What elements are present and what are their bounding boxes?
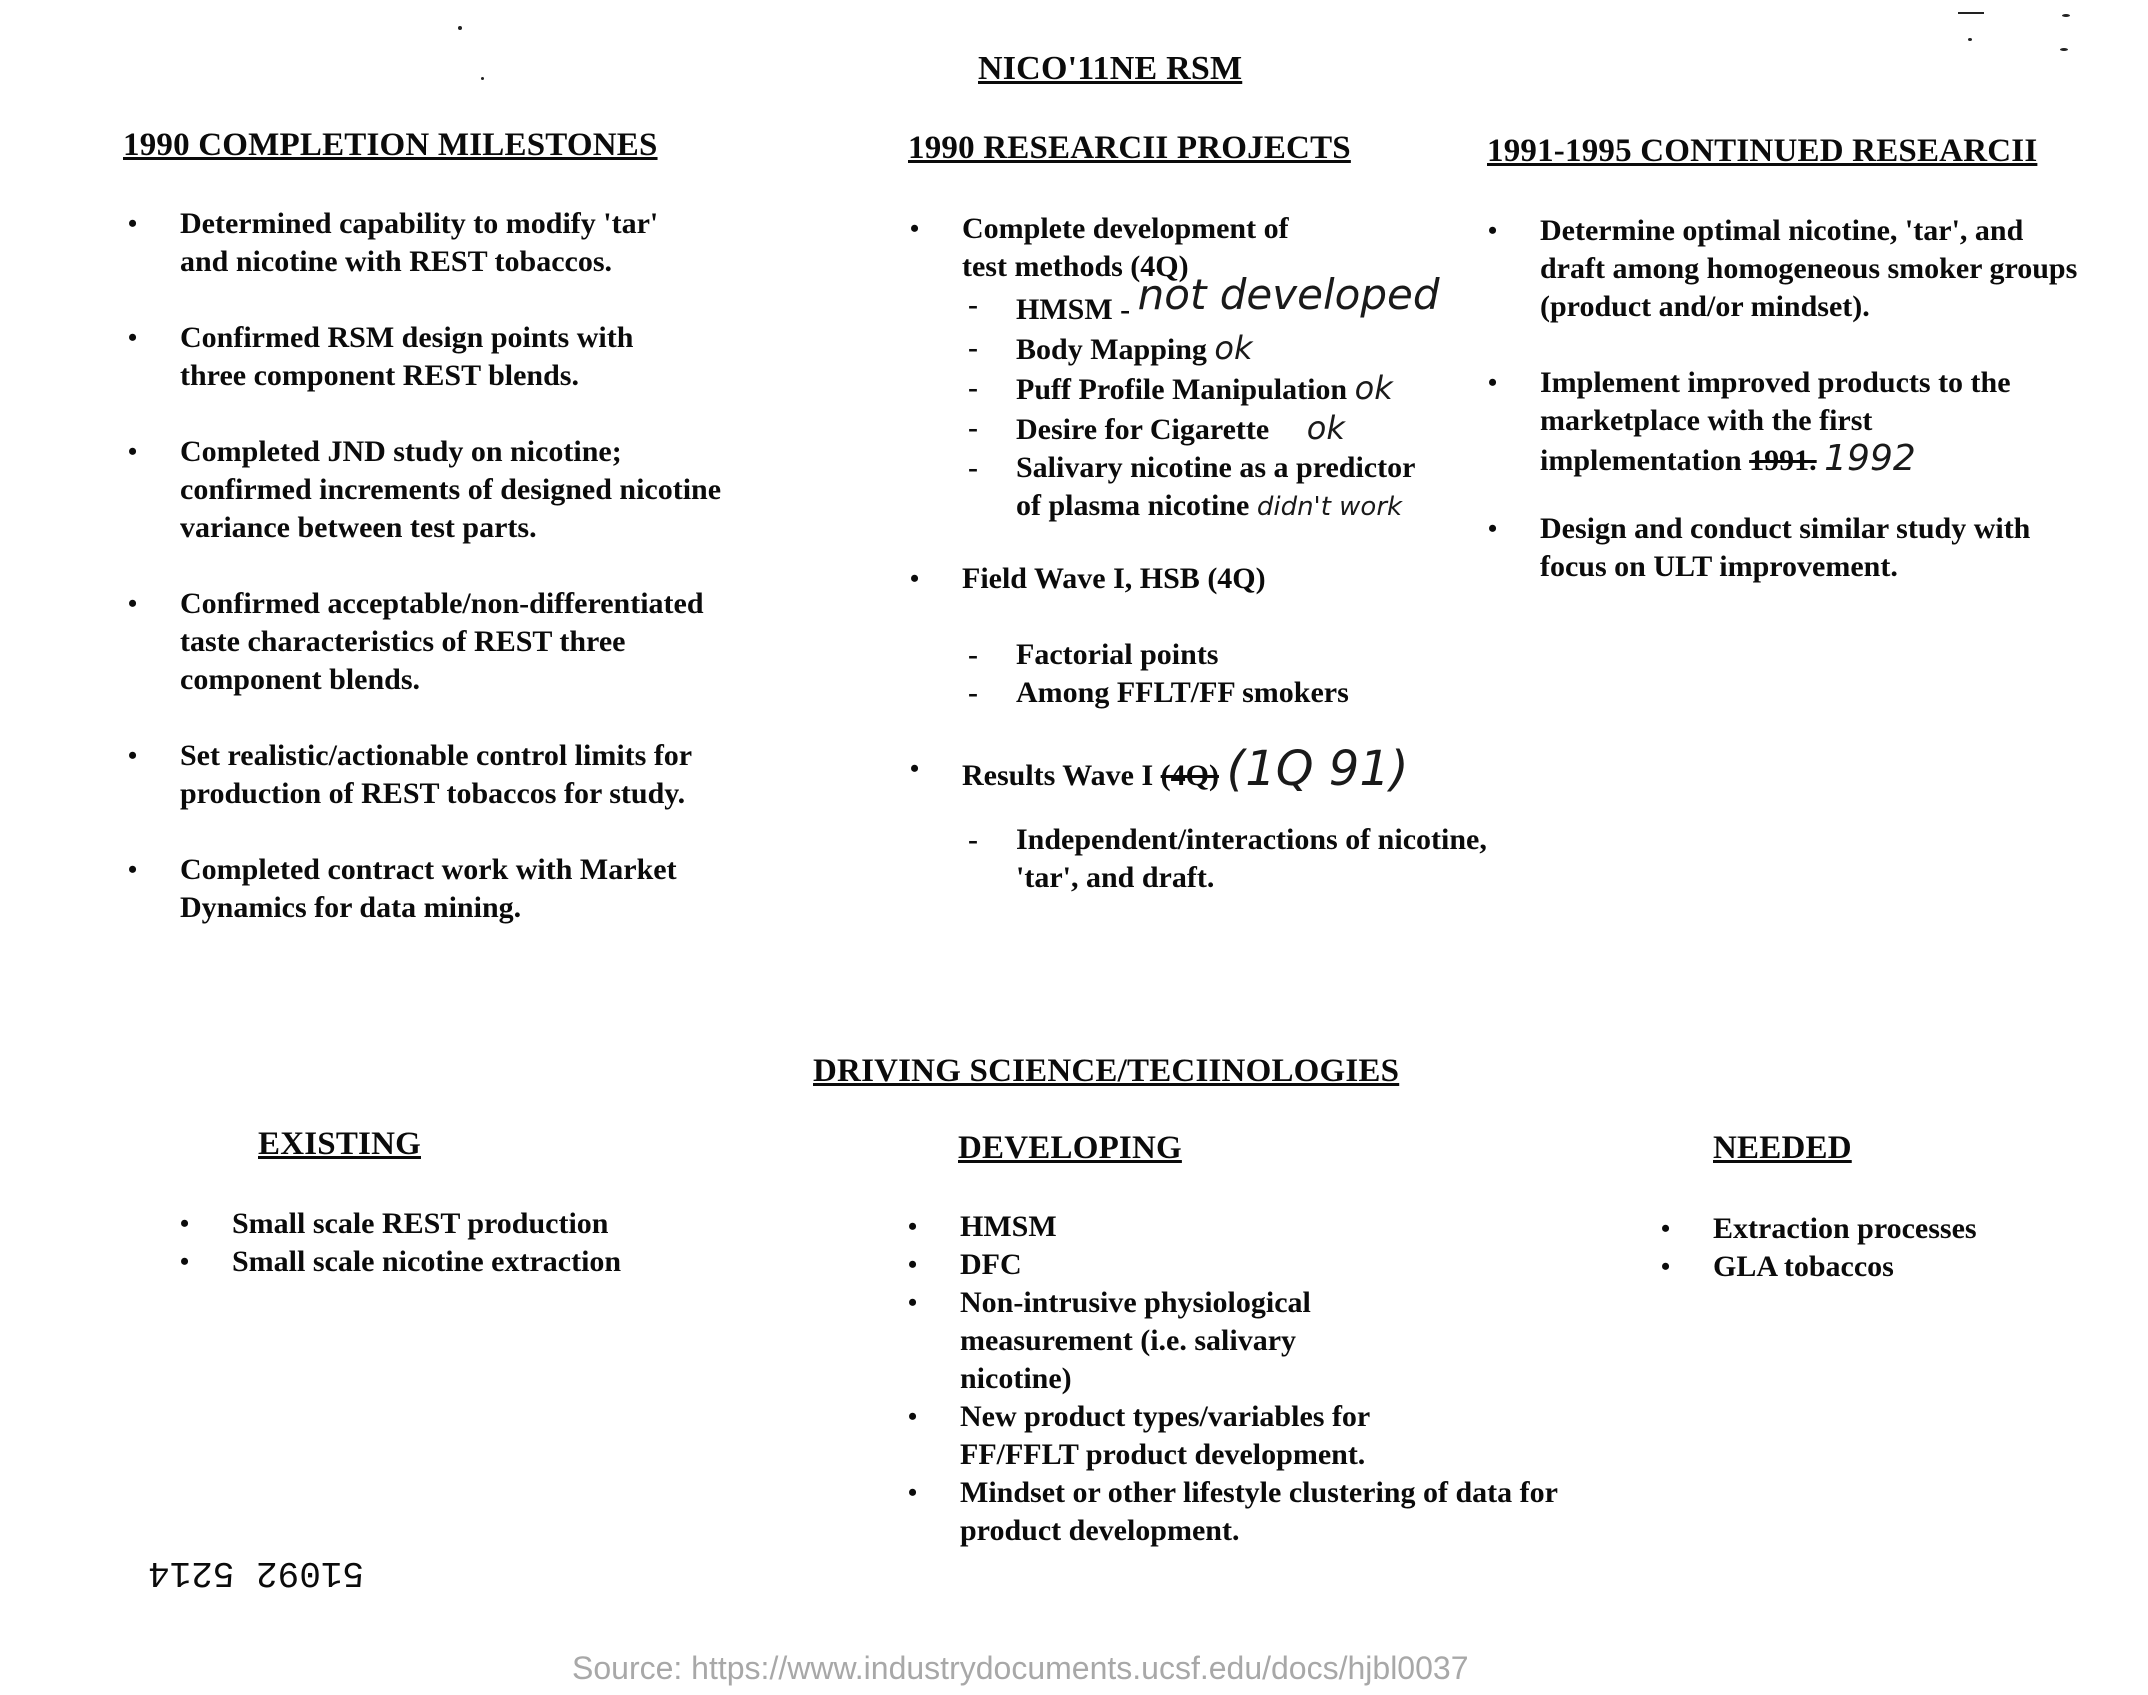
research-sublist-1	[1016, 270, 1562, 526]
handwritten-note: ok	[1306, 409, 1345, 447]
sublist-text: Body Mapping	[1016, 333, 1207, 366]
milestones-heading: 1990 COMPLETION MILESTONES	[123, 127, 658, 163]
continued-item-text: Implement improved products to the marketplace with the first implementation	[1540, 366, 2011, 477]
list-item: • Completed contract work with Market Dynamics for data mining.	[180, 851, 740, 927]
sublist-item	[1016, 270, 1562, 329]
milestones-list	[180, 205, 780, 927]
list-item: • DFC	[960, 1246, 1600, 1284]
sublist-text: Desire for Cigarette	[1016, 413, 1270, 446]
needed-heading: NEEDED	[1713, 1130, 1852, 1166]
continued-list	[1540, 212, 2080, 586]
list-item: • Completed JND study on nicotine; confirmed increments of designed nicotine variance between test parts.	[180, 433, 740, 547]
struck-text: 1991.	[1749, 444, 1817, 477]
list-item	[962, 741, 1562, 897]
list-item: • Confirmed acceptable/non-differentiated taste characteristics of REST three component blends.	[180, 585, 760, 699]
existing-list	[232, 1205, 752, 1281]
list-item: • Small scale nicotine extraction	[232, 1243, 752, 1281]
sublist-text: Puff Profile Manipulation	[1016, 373, 1348, 406]
list-item: • Design and conduct similar study with focus on ULT improvement.	[1540, 510, 2080, 586]
research-item-3-text: Results Wave I	[962, 759, 1154, 792]
list-item	[962, 560, 1562, 712]
struck-text: (4Q)	[1160, 759, 1219, 792]
list-item: • HMSM	[960, 1208, 1600, 1246]
developing-heading: DEVELOPING	[958, 1130, 1182, 1166]
list-item: • Set realistic/actionable control limits for production of REST tobaccos for study.	[180, 737, 720, 813]
research-item-3	[962, 741, 1562, 797]
research-sublist-2	[1016, 636, 1562, 712]
research-heading: 1990 RESEARCII PROJECTS	[908, 130, 1351, 166]
existing-heading: EXISTING	[258, 1126, 421, 1162]
list-item: • GLA tobaccos	[1713, 1248, 2113, 1286]
list-item	[962, 210, 1562, 526]
needed-list	[1713, 1210, 2113, 1286]
handwritten-note: didn't work	[1256, 492, 1403, 522]
research-list	[962, 210, 1562, 897]
list-item: • Extraction processes	[1713, 1210, 2113, 1248]
list-item: • Mindset or other lifestyle clustering of data for product development.	[960, 1474, 1580, 1550]
page-title: NICO'11NE RSM	[978, 50, 1243, 87]
sublist-text: HMSM -	[1016, 293, 1131, 326]
list-item: • New product types/variables for FF/FFLT product development.	[960, 1398, 1460, 1474]
research-sublist-3	[1016, 821, 1536, 897]
handwritten-note: not developed	[1137, 270, 1440, 319]
research-item-2: • Field Wave I, HSB (4Q)	[962, 562, 1266, 595]
list-item: • Confirmed RSM design points with three component REST blends.	[180, 319, 700, 395]
source-url: Source: https://www.industrydocuments.ucsf.edu/docs/hjbl0037	[572, 1650, 1469, 1686]
sublist-item	[1016, 329, 1562, 369]
sublist-item	[1016, 409, 1562, 449]
driving-heading: DRIVING SCIENCE/TECIINOLOGIES	[813, 1053, 1400, 1089]
sublist-item	[1016, 369, 1562, 409]
developing-list	[960, 1208, 1600, 1550]
sublist-text: Salivary nicotine as a predictor of plasma nicotine	[1016, 451, 1415, 522]
sublist-item	[1016, 449, 1436, 526]
sublist-item: - Factorial points	[1016, 636, 1562, 674]
handwritten-note: ok	[1354, 369, 1393, 407]
list-item: • Small scale REST production	[232, 1205, 752, 1243]
handwritten-note: (1Q 91)	[1226, 741, 1409, 797]
handwritten-note: ok	[1214, 329, 1253, 367]
list-item: • Non-intrusive physiological measurement (i.e. salivary nicotine)	[960, 1284, 1400, 1398]
list-item	[1540, 364, 2080, 480]
handwritten-note: 1992	[1824, 438, 1916, 479]
document-number: 51092 5214	[148, 1552, 365, 1593]
list-item: • Determined capability to modify 'tar' and nicotine with REST tobaccos.	[180, 205, 660, 281]
continued-heading: 1991-1995 CONTINUED RESEARCII	[1487, 133, 2038, 169]
research-item-1: • Complete development of test methods (4Q)	[962, 212, 1289, 283]
sublist-item: - Independent/interactions of nicotine, 'tar', and draft.	[1016, 821, 1536, 897]
sublist-item: - Among FFLT/FF smokers	[1016, 674, 1562, 712]
list-item: • Determine optimal nicotine, 'tar', and draft among homogeneous smoker groups (product and/or mindset).	[1540, 212, 2080, 326]
